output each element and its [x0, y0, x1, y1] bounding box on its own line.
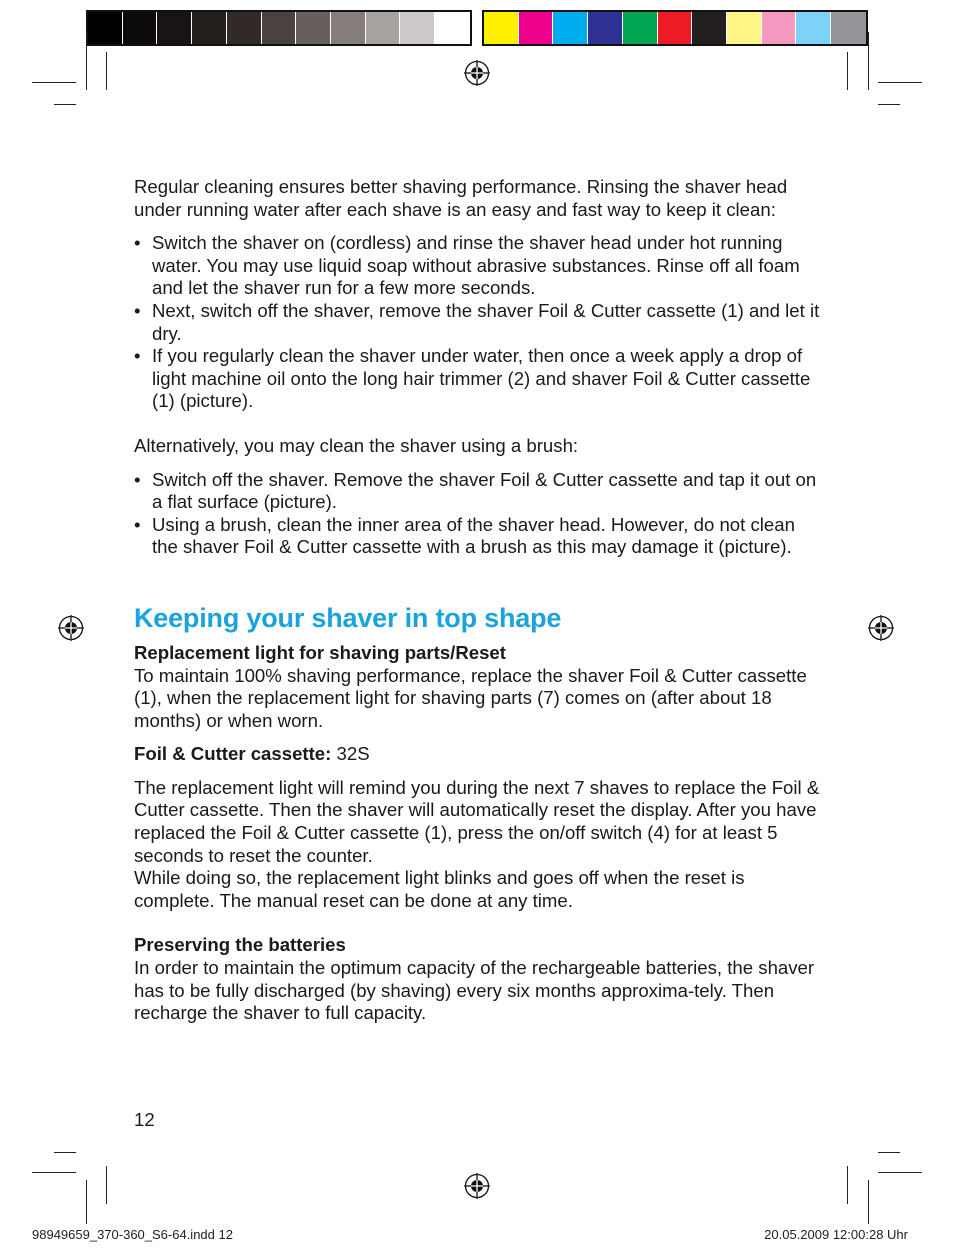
cassette-value: 32S — [336, 743, 370, 765]
crop-mark — [106, 1166, 107, 1204]
color-swatch — [88, 12, 123, 44]
color-swatch — [331, 12, 366, 44]
list-item: • Switch the shaver on (cordless) and rinse the shaver head under hot running water. You may use liquid soap without abrasive substances. Rinse off all foam and let the shaver run for a few more seconds. — [134, 232, 824, 300]
color-swatch — [262, 12, 297, 44]
replacement-paragraph: To maintain 100% shaving performance, replace the shaver Foil & Cutter cassette (1), when the replacement light for shaving parts (7) comes on (after about 18 months) or when worn. — [134, 664, 807, 731]
color-swatch — [366, 12, 401, 44]
reminder-paragraph: The replacement light will remind you during the next 7 shaves to replace the Foil & Cutter cassette. Then the shaver will automatically reset the display. After you have replaced the Foil & Cutter cassette (1), press the on/off switch (4) for at least 5 seconds to reset the counter. — [134, 776, 820, 866]
cassette-line — [134, 743, 824, 766]
section-title: Keeping your shaver in top shape — [134, 602, 562, 633]
crop-mark — [868, 32, 869, 90]
color-swatch — [762, 12, 797, 44]
batteries-heading: Preserving the batteries — [134, 934, 346, 956]
color-swatch — [227, 12, 262, 44]
process-color-bar — [482, 10, 868, 46]
manual-page-content — [134, 176, 824, 1025]
list-item: • Next, switch off the shaver, remove the shaver Foil & Cutter cassette (1) and let it dry. — [134, 300, 824, 345]
footer-timestamp: 20.05.2009 12:00:28 Uhr — [764, 1227, 908, 1242]
replacement-heading: Replacement light for shaving parts/Reset — [134, 641, 506, 663]
crop-mark — [32, 82, 76, 83]
registration-mark-icon — [58, 615, 84, 641]
grayscale-color-bar — [86, 10, 472, 46]
cassette-label: Foil & Cutter cassette: — [134, 743, 332, 765]
color-swatch — [692, 12, 727, 44]
color-swatch — [831, 12, 866, 44]
color-swatch — [519, 12, 554, 44]
color-swatch — [400, 12, 435, 44]
crop-mark — [847, 52, 848, 90]
crop-mark — [868, 1180, 869, 1224]
crop-mark — [54, 104, 76, 105]
crop-mark — [847, 1166, 848, 1204]
brush-intro-paragraph: Alternatively, you may clean the shaver using a brush: — [134, 434, 579, 456]
registration-mark-icon — [464, 1173, 490, 1199]
crop-mark — [32, 1172, 76, 1173]
crop-mark — [878, 1152, 900, 1153]
crop-mark — [86, 32, 87, 90]
list-item: • Using a brush, clean the inner area of the shaver head. However, do not clean the shaver Foil & Cutter cassette with a brush as this may damage it (picture). — [134, 514, 824, 559]
crop-mark — [106, 52, 107, 90]
color-swatch — [553, 12, 588, 44]
color-swatch — [623, 12, 658, 44]
color-swatch — [484, 12, 519, 44]
list-item: • Switch off the shaver. Remove the shaver Foil & Cutter cassette and tap it out on a flat surface (picture). — [134, 469, 824, 514]
color-swatch — [588, 12, 623, 44]
water-cleaning-steps — [134, 232, 824, 413]
crop-mark — [878, 1172, 922, 1173]
crop-mark — [86, 1180, 87, 1224]
brush-cleaning-steps — [134, 469, 824, 559]
color-swatch — [123, 12, 158, 44]
crop-mark — [878, 104, 900, 105]
color-swatch — [192, 12, 227, 44]
batteries-paragraph: In order to maintain the optimum capacity of the rechargeable batteries, the shaver has to be fully discharged (by shaving) every six months approxima-tely. Then recharge the shaver to full capacity. — [134, 957, 815, 1024]
registration-mark-icon — [464, 60, 490, 86]
crop-mark — [54, 1152, 76, 1153]
registration-mark-icon — [868, 615, 894, 641]
color-swatch — [296, 12, 331, 44]
color-swatch — [157, 12, 192, 44]
color-swatch — [435, 12, 470, 44]
reset-paragraph: While doing so, the replacement light blinks and goes off when the reset is complete. The manual reset can be done at any time. — [134, 867, 745, 911]
page-number: 12 — [134, 1109, 155, 1130]
list-item: • If you regularly clean the shaver under water, then once a week apply a drop of light machine oil onto the long hair trimmer (2) and shaver Foil & Cutter cassette (1) (picture). — [134, 345, 824, 413]
crop-mark — [878, 82, 922, 83]
color-swatch — [727, 12, 762, 44]
color-swatch — [658, 12, 693, 44]
intro-paragraph: Regular cleaning ensures better shaving performance. Rinsing the shaver head under running water after each shave is an easy and fast way to keep it clean: — [134, 176, 788, 220]
color-swatch — [796, 12, 831, 44]
footer-file-name: 98949659_370-360_S6-64.indd 12 — [32, 1227, 233, 1242]
